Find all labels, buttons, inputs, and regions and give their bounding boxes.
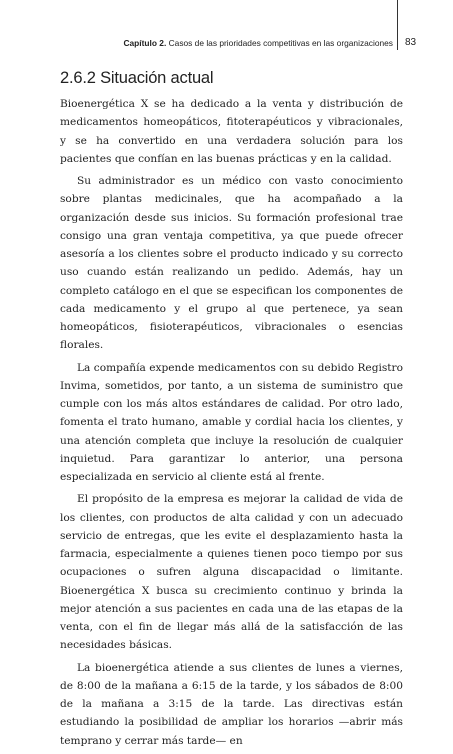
- paragraph-5: La bioenergética atiende a sus clientes de lunes a viernes, de 8:00 de la mañana a 6:15 de la tarde, y los sábados de 8:00 de la mañana a 3:15 de la tarde. Las directivas están estudiando la posibilidad de ampliar los horarios —abrir más temprano y cerrar más tarde— en: [60, 661, 403, 747]
- section-title: 2.6.2 Situación actual: [60, 69, 214, 87]
- page-number: 83: [405, 37, 417, 48]
- chapter-title: Casos de las prioridades competitivas en las organizaciones: [168, 38, 393, 48]
- paragraph-3: La compañía expende medicamentos con su debido Registro Invima, sometidos, por tanto, a un sistema de suministro que cumple con los más altos estándares de calidad. Por otro lado, fomenta el trato humano, amable y cordial hacia los clientes, y una atención completa que incluye la resolución de cualquier inquietud. Para garantizar lo anterior, una persona especializada en servicio al cliente está al frente.: [60, 361, 403, 483]
- running-header: [123, 38, 393, 48]
- paragraph-1: Bioenergética X se ha dedicado a la venta y distribución de medicamentos homeopáticos, fitoterapéuticos y vibracionales, y se ha convertido en una verdadera solución para los pacientes que confían en las buenas prácticas y en la calidad.: [60, 98, 403, 165]
- paragraph-2: Su administrador es un médico con vasto conocimiento sobre plantas medicinales, que ha acompañado a la organización desde sus inicios. Su formación profesional trae consigo una gran ventaja competitiva, ya que puede ofrecer asesoría a los clientes sobre el producto indicado y su correcto uso cuando están realizando un pedido. Además, hay un completo catálogo en el que se especifican los componentes de cada medicamento y el grupo al que pertenece, ya sean homeopáticos, fisioterapéuticos, vibracionales o esencias florales.: [60, 175, 403, 352]
- header-vertical-rule: [397, 0, 398, 50]
- chapter-label: Capítulo 2.: [123, 38, 167, 48]
- paragraph-4: El propósito de la empresa es mejorar la calidad de vida de los clientes, con productos de alta calidad y con un adecuado servicio de entregas, que les evite el desplazamiento hasta la farmacia, especialmente a quienes tienen poco tiempo por sus ocupaciones o sufren alguna discapacidad o limitante. Bioenergética X busca su crecimiento continuo y brinda la mejor atención a sus pacientes en cada una de las etapas de la venta, con el fin de llegar más allá de la satisfacción de las necesidades básicas.: [60, 493, 403, 652]
- body-text: [60, 95, 403, 754]
